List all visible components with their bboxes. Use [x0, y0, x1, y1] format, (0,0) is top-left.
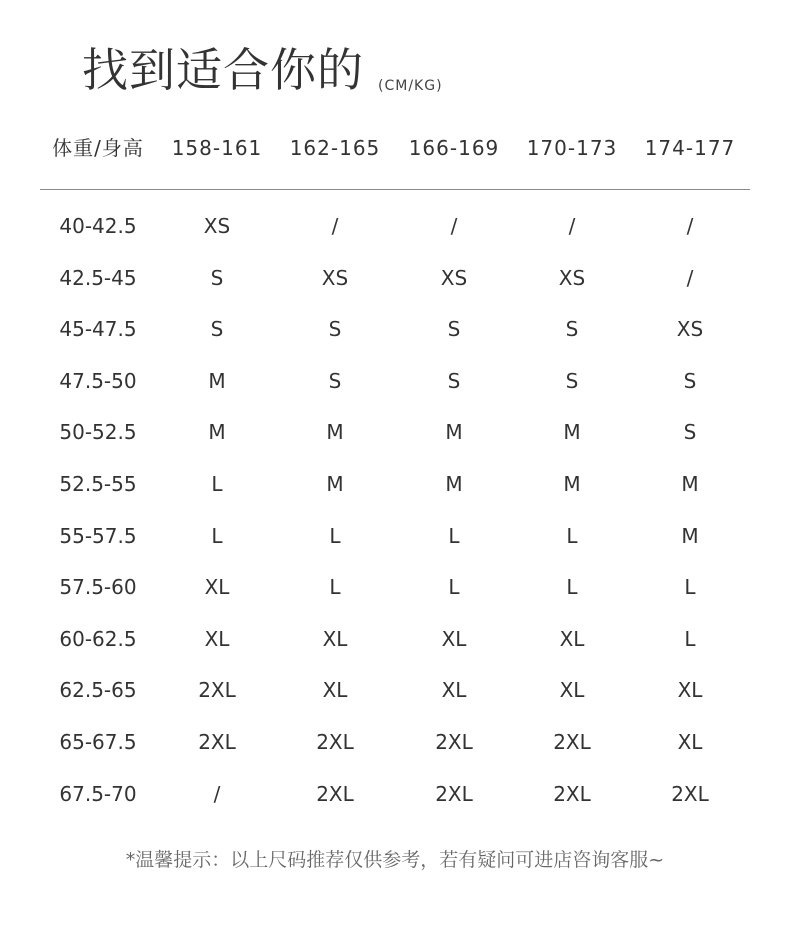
- weight-range-cell: 42.5-45: [59, 265, 137, 290]
- size-cell: XL: [204, 575, 230, 600]
- header-cell-height-1: 158-161: [171, 136, 263, 160]
- weight-range-cell: 57.5-60: [59, 575, 137, 600]
- size-cell: XS: [676, 317, 704, 342]
- size-cell: L: [329, 523, 341, 548]
- size-cell: M: [208, 368, 226, 393]
- unit-label: (CM/KG): [378, 78, 443, 94]
- size-cell: M: [563, 420, 581, 445]
- size-cell: M: [563, 471, 581, 496]
- size-table-header: [0, 128, 790, 168]
- size-cell: S: [210, 317, 224, 342]
- size-cell: S: [565, 368, 579, 393]
- size-cell: M: [326, 471, 344, 496]
- size-cell: 2XL: [316, 781, 354, 806]
- size-cell: 2XL: [671, 781, 709, 806]
- size-cell: S: [328, 317, 342, 342]
- size-cell: /: [450, 214, 458, 238]
- size-cell: M: [326, 420, 344, 445]
- size-cell: S: [210, 265, 224, 290]
- size-cell: XS: [558, 265, 586, 290]
- size-cell: XL: [559, 626, 585, 651]
- size-cell: XL: [322, 678, 348, 703]
- table-row: [0, 361, 790, 413]
- table-row: [0, 619, 790, 671]
- size-cell: /: [686, 214, 694, 238]
- weight-range-cell: 45-47.5: [59, 317, 137, 342]
- size-cell: L: [566, 575, 578, 600]
- size-cell: /: [686, 265, 694, 290]
- weight-range-cell: 55-57.5: [59, 523, 137, 548]
- size-cell: L: [448, 523, 460, 548]
- size-cell: XL: [677, 678, 703, 703]
- size-cell: /: [568, 214, 576, 238]
- size-cell: S: [447, 317, 461, 342]
- size-cell: XL: [677, 729, 703, 754]
- size-cell: XS: [321, 265, 349, 290]
- table-row: [0, 774, 790, 826]
- size-cell: L: [329, 575, 341, 600]
- table-row: [0, 258, 790, 310]
- weight-range-cell: 65-67.5: [59, 729, 137, 754]
- page-title: 找到适合你的: [82, 43, 364, 97]
- size-cell: 2XL: [553, 781, 591, 806]
- size-cell: M: [445, 471, 463, 496]
- size-cell: XL: [441, 626, 467, 651]
- table-row: [0, 412, 790, 464]
- size-cell: L: [448, 575, 460, 600]
- size-cell: XL: [441, 678, 467, 703]
- size-cell: XS: [203, 214, 231, 238]
- weight-range-cell: 67.5-70: [59, 781, 137, 806]
- size-cell: 2XL: [198, 729, 236, 754]
- size-cell: L: [566, 523, 578, 548]
- weight-range-cell: 40-42.5: [59, 214, 137, 238]
- size-cell: M: [681, 471, 699, 496]
- size-cell: L: [211, 471, 223, 496]
- header-cell-height-5: 174-177: [644, 136, 736, 160]
- footer-note: *温馨提示：以上尺码推荐仅供参考，若有疑问可进店咨询客服~: [125, 849, 665, 871]
- size-cell: /: [331, 214, 339, 238]
- weight-range-cell: 52.5-55: [59, 471, 137, 496]
- header-cell-height-3: 166-169: [408, 136, 500, 160]
- table-row: [0, 206, 790, 258]
- size-cell: 2XL: [553, 729, 591, 754]
- size-cell: 2XL: [435, 729, 473, 754]
- weight-range-cell: 60-62.5: [59, 626, 137, 651]
- size-cell: 2XL: [198, 678, 236, 703]
- size-cell: XL: [204, 626, 230, 651]
- size-cell: M: [445, 420, 463, 445]
- size-cell: L: [684, 626, 696, 651]
- size-cell: S: [683, 420, 697, 445]
- table-row: [0, 464, 790, 516]
- size-cell: L: [684, 575, 696, 600]
- size-cell: XS: [440, 265, 468, 290]
- header-cell-height-4: 170-173: [526, 136, 618, 160]
- table-row: [0, 516, 790, 568]
- size-cell: 2XL: [435, 781, 473, 806]
- size-cell: 2XL: [316, 729, 354, 754]
- size-cell: L: [211, 523, 223, 548]
- header-cell-height-2: 162-165: [289, 136, 381, 160]
- weight-range-cell: 47.5-50: [59, 368, 137, 393]
- size-cell: XL: [559, 678, 585, 703]
- table-row: [0, 567, 790, 619]
- size-cell: XL: [322, 626, 348, 651]
- size-cell: /: [213, 781, 221, 806]
- size-cell: S: [328, 368, 342, 393]
- size-cell: S: [447, 368, 461, 393]
- weight-range-cell: 50-52.5: [59, 420, 137, 445]
- title-block: [82, 40, 443, 100]
- weight-range-cell: 62.5-65: [59, 678, 137, 703]
- size-cell: M: [681, 523, 699, 548]
- table-row: [0, 722, 790, 774]
- size-table-body: [0, 206, 790, 825]
- size-cell: S: [683, 368, 697, 393]
- size-cell: M: [208, 420, 226, 445]
- size-cell: S: [565, 317, 579, 342]
- table-row: [0, 670, 790, 722]
- table-row: [0, 309, 790, 361]
- header-divider: [40, 189, 750, 190]
- header-cell-weight-height: 体重/身高: [52, 136, 144, 160]
